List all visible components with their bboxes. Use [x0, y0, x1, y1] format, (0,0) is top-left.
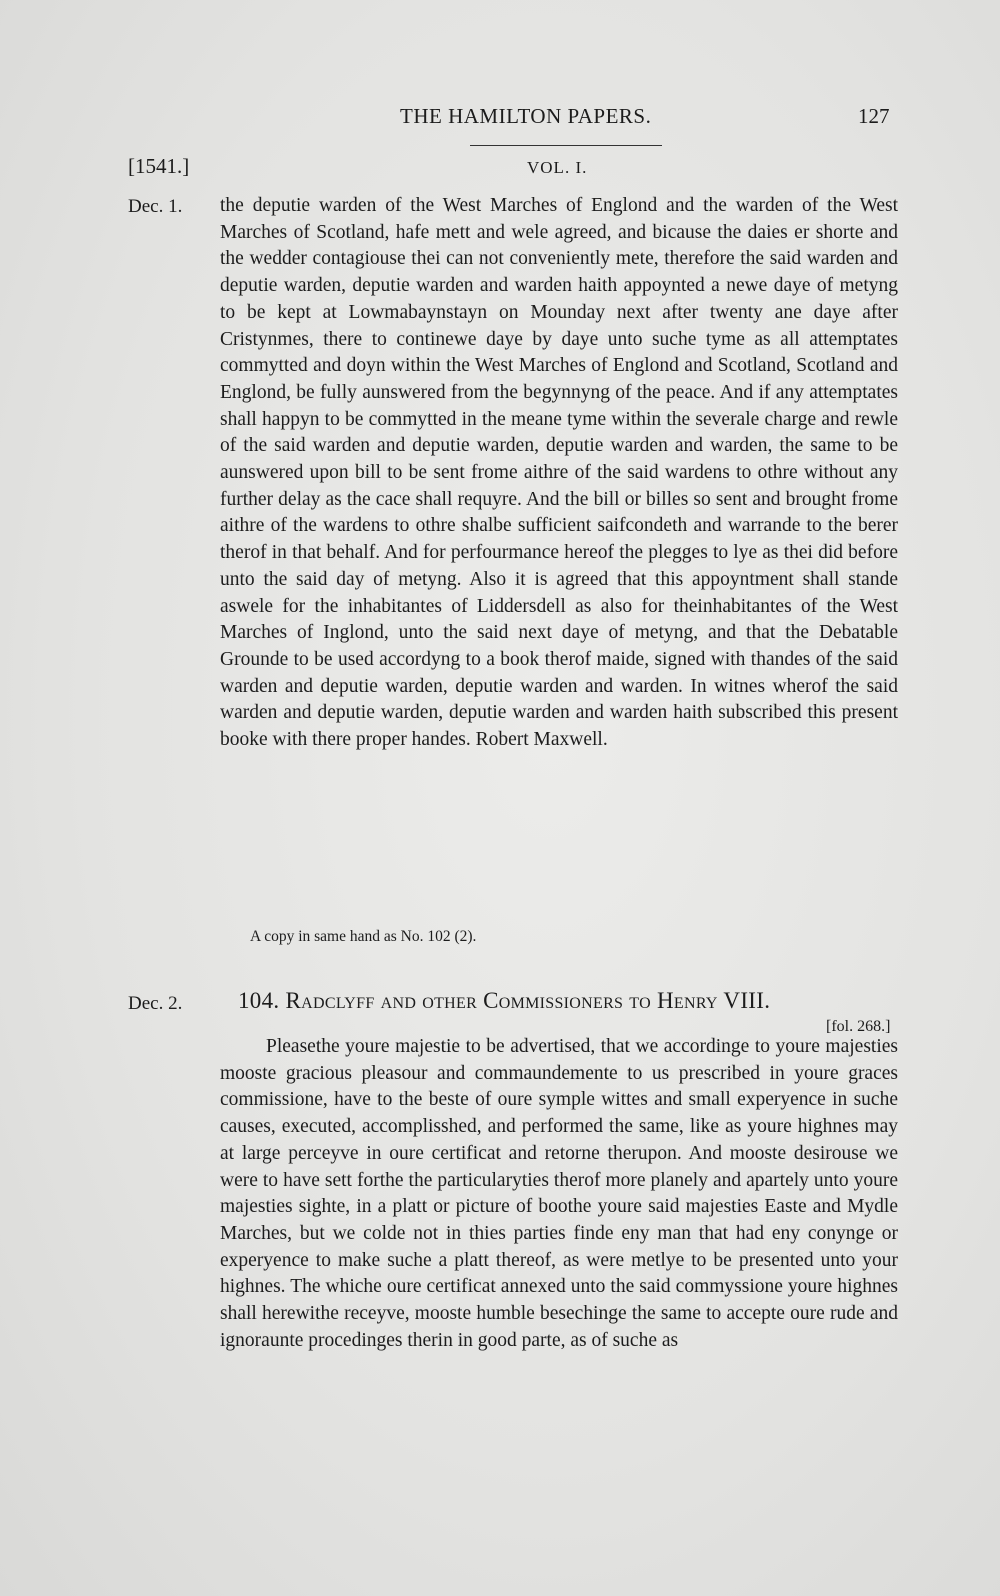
document-title: Radclyff and other Commissioners to Henry VIII. [285, 988, 771, 1013]
margin-year: [1541.] [128, 154, 190, 178]
header-rule [470, 145, 662, 146]
margin-date-entry-2: Dec. 2. [128, 993, 183, 1014]
margin-date-entry-1: Dec. 1. [128, 196, 183, 217]
page-number: 127 [858, 104, 890, 128]
volume-label: VOL. I. [527, 158, 588, 177]
document-number: 104. [238, 988, 280, 1013]
running-title: THE HAMILTON PAPERS. [400, 104, 652, 128]
document-heading [238, 988, 902, 1014]
entry-1-text: the deputie warden of the West Marches of Englond and the warden of the West Marches of Scotland, hafe mett and wele agreed, and bicause the daies er shorte and the wedder contagiouse thei can not conveniently mete, therefore the said warden and deputie warden, deputie warden and warden haith appoynted a newe daye of metyng to be kept at Lowmabaynstayn on Mounday next after twenty ane daye after Cristynmes, there to continewe daye by daye unto suche tyme as all attemptates commytted and doyn within the West Marches of Englond and Scotland, Scotland and Englond, be fully aunswered from the begynnyng of the peace. And if any attemptates shall happyn to be commytted in the meane tyme within the severale charge and rewle of the said warden and deputie warden, deputie warden and warden, the same to be aunswered upon bill to be sent frome aithre of the said wardens to othre without any further delay as the cace shall requyre. And the bill or billes so sent and brought frome aithre of the wardens to othre shalbe sufficient saifcondeth and warrande to the berer therof in that behalf. And for perfourmance hereof the plegges to lye as thei did before unto the said day of metyng. Also it is agreed that this appoyntment shall stande aswele for the inhabitantes of Liddersdell as also for theinhabitantes of the West Marches of Inglond, unto the said next daye of metyng, and that the Debatable Grounde to be used accordyng to a book therof maide, signed with thandes of the said warden and deputie warden, deputie warden and warden. In witnes wherof the said warden and deputie warden, deputie warden and warden haith subscribed this present booke with there proper handes. Robert Maxwell. [220, 195, 898, 751]
folio-reference: [fol. 268.] [826, 1018, 891, 1035]
entry-2-text: Pleasethe youre majestie to be advertised, that we accordinge to youre majesties mooste gracious pleasour and commaundemente to us prescribed in youre graces commissione, have to the beste of oure symple wittes and small experyence in suche causes, executed, accomplisshed, and performed the same, like as youre highnes may at large perceyve in oure certificat and retorne therupon. And mooste desirouse we were to have sett forthe the particularyties therof more planely and apartely unto youre majesties sighte, in a platt or picture of boothe youre said majesties Easte and Mydle Marches, but we colde not in thies parties finde eny man that had eny conynge or experyence to make suche a platt thereof, as were metlye to be presented unto your highnes. The whiche oure certificat annexed unto the said commyssione youre highnes shall herewithe receyve, mooste humble besechinge the same to accepte oure rude and ignoraunte procedinges therin in good parte, as of suche as [220, 1036, 898, 1351]
source-note: A copy in same hand as No. 102 (2). [250, 928, 477, 945]
